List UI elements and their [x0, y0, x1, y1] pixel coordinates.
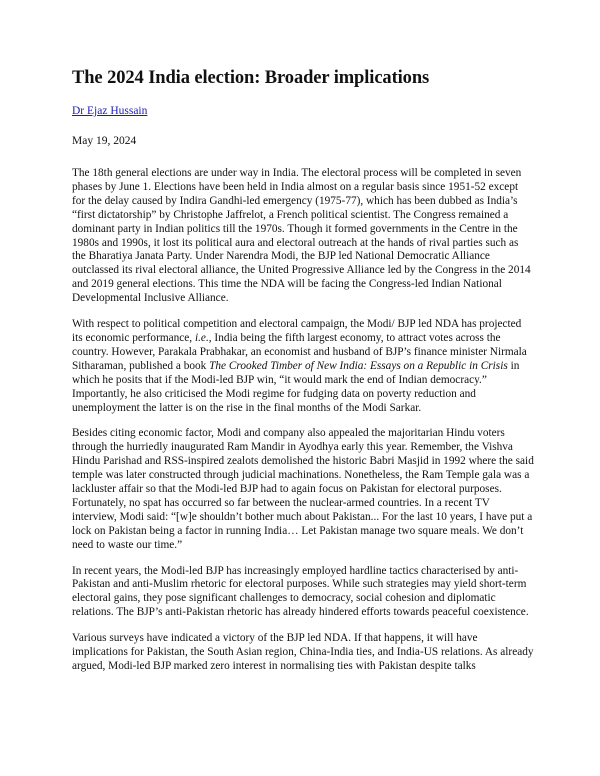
paragraph-4: In recent years, the Modi-led BJP has increasingly employed hardline tactics characterised by anti-Pakistan and anti-Muslim rhetoric for electoral purposes. While such strategies may yield short-term electoral gains, they pose significant challenges to democracy, social cohesion and diplomatic relations. The BJP’s anti-Pakistan rhetoric has already hindered efforts towards peaceful coexistence.	[72, 564, 529, 619]
publish-date: May 19, 2024	[72, 135, 137, 147]
paragraph-2	[72, 318, 534, 415]
article-page	[72, 66, 534, 686]
author-byline	[72, 104, 534, 118]
paragraph-2-text-c: in which he posits that if the Modi-led BJP win, “it would mark the end of Indian democracy.” Importantly, he also criticised the Modi regime for fudging data on poverty reduction and unemployment the latter is on the rise in the final months of the Modi Sarkar.	[72, 359, 520, 414]
paragraph-2-text-b: , India being the fifth largest economy, to attract votes across the country. However, Parakala Prabhakar, an economist and husband of BJP’s finance minister Nirmala Sitharaman, published a book	[72, 331, 527, 372]
article-title: The 2024 India election: Broader implications	[72, 68, 430, 88]
author-link[interactable]: Dr Ejaz Hussain	[72, 105, 148, 117]
article-body	[72, 167, 534, 674]
paragraph-5: Various surveys have indicated a victory of the BJP led NDA. If that happens, it will have implications for Pakistan, the South Asian region, China-India ties, and India-US relations. As already argued, Modi-led BJP marked zero interest in normalising ties with Pakistan despite talks	[72, 632, 534, 672]
book-title: The Crooked Timber of New India: Essays on a Republic in Crisis	[209, 359, 508, 372]
paragraph-2-text-a: With respect to political competition and electoral campaign, the Modi/ BJP led NDA has projected its economic performance,	[72, 318, 522, 344]
paragraph-1: The 18th general elections are under way in India. The electoral process will be completed in seven phases by June 1. Elections have been held in India almost on a regular basis since 1951-52 except for the delay caused by Indira Gandhi-led emergency (1975-77), which has been dubbed as India’s “first dictatorship” by Christophe Jaffrelot, a French political scientist. The Congress remained a dominant party in Indian politics till the 1970s. Though it formed governments in the Centre in the 1980s and 1990s, it lost its political aura and electoral outreach at the hands of rival parties such as the Bharatiya Janata Party. Under Narendra Modi, the BJP led National Democratic Alliance outclassed its rival electoral alliance, the United Progressive Alliance led by the Congress in the 2014 and 2019 general elections. This time the NDA will be facing the Congress-led Indian National Developmental Inclusive Alliance.	[72, 167, 531, 305]
paragraph-3: Besides citing economic factor, Modi and company also appealed the majoritarian Hindu voters through the hurriedly inaugurated Ram Mandir in Ayodhya early this year. Remember, the Vishva Hindu Parishad and RSS-inspired zealots demolished the historic Babri Masjid in 1992 where the said temple was later constructed through judicial machinations. Nonetheless, the Ram Temple gala was a lackluster affair so that the Modi-led BJP had to again focus on Pakistan for electoral purposes. Fortunately, no spat has occurred so far between the nuclear-armed countries. In a recent TV interview, Modi said: “[w]e shouldn’t bother much about Pakistan... For the last 10 years, I have put a lock on Pakistan being a factor in running India… Let Pakistan manage two square meals. We don’t need to waste our time.”	[72, 427, 534, 551]
paragraph-2-ie: i.e.	[194, 331, 209, 344]
